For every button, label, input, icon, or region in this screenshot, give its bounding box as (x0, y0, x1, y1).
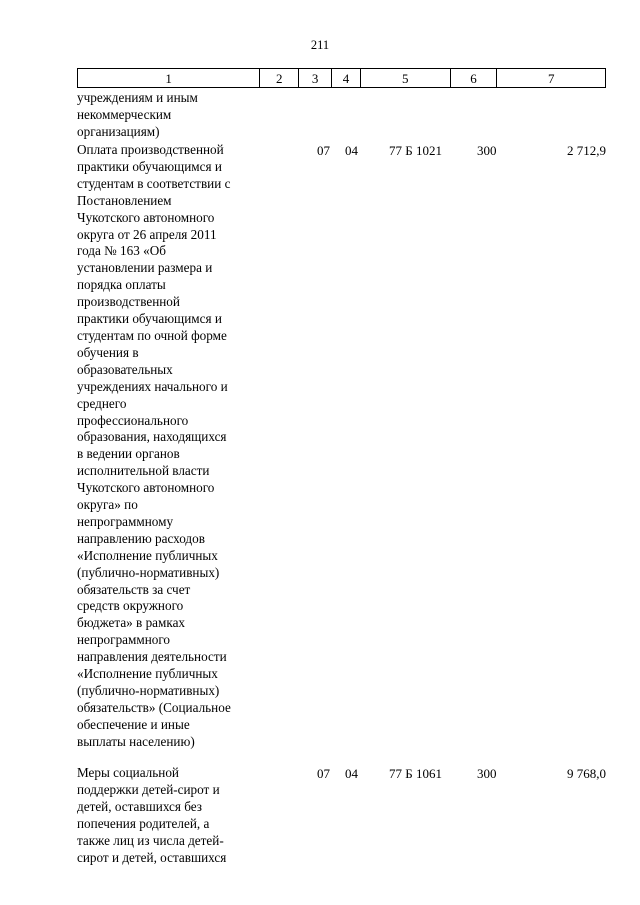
header-cell-5: 5 (361, 69, 451, 87)
header-cell-6: 6 (451, 69, 498, 87)
row1-subsection: 04 (345, 143, 358, 158)
row2-subsection: 04 (345, 766, 358, 781)
header-cell-4: 4 (332, 69, 361, 87)
header-cell-1: 1 (78, 69, 260, 87)
row-name-orphan-support: Меры социальной поддержки детей-сирот и детей, оставшихся без попечения родителей, а также лиц из числа детей- сирот и детей, оставшихся (77, 765, 227, 865)
row2-expense-type: 300 (477, 766, 497, 781)
row1-target-article: 77 Б 1021 (389, 143, 442, 158)
page-number: 211 (310, 38, 330, 52)
row1-section: 07 (317, 143, 330, 158)
table-header-row (77, 68, 606, 88)
header-cell-7: 7 (547, 71, 555, 86)
row2-section: 07 (317, 766, 330, 781)
row-name-continuation: учреждениям и иным некоммерческим организациям) (77, 90, 198, 139)
row2-amount: 9 768,0 (567, 766, 606, 781)
row2-target-article: 77 Б 1061 (389, 766, 442, 781)
header-cell-3: 3 (299, 69, 332, 87)
row-name-practice-payment: Оплата производственной практики обучающимся и студентам в соответствии с Постановлением Чукотского автономного округа от 26 апреля 2011 года № 163 «Об установлении размера и порядка оплаты производственной практики обучающимся и студентам по очной форме обучения в образовательных учреждениях начального и среднего профессионального образования, находящихся в ведении органов исполнительной власти Чукотского автономного округа» по непрограммному направлению расходов «Исполнение публичных (публично-нормативных) обязательств за счет средств окружного бюджета» в рамках непрограммного направления деятельности «Исполнение публичных (публично-нормативных) обязательств» (Социальное обеспечение и иные выплаты населению) (77, 142, 231, 749)
row1-amount: 2 712,9 (567, 143, 606, 158)
header-cell-2: 2 (260, 69, 299, 87)
row1-expense-type: 300 (477, 143, 497, 158)
